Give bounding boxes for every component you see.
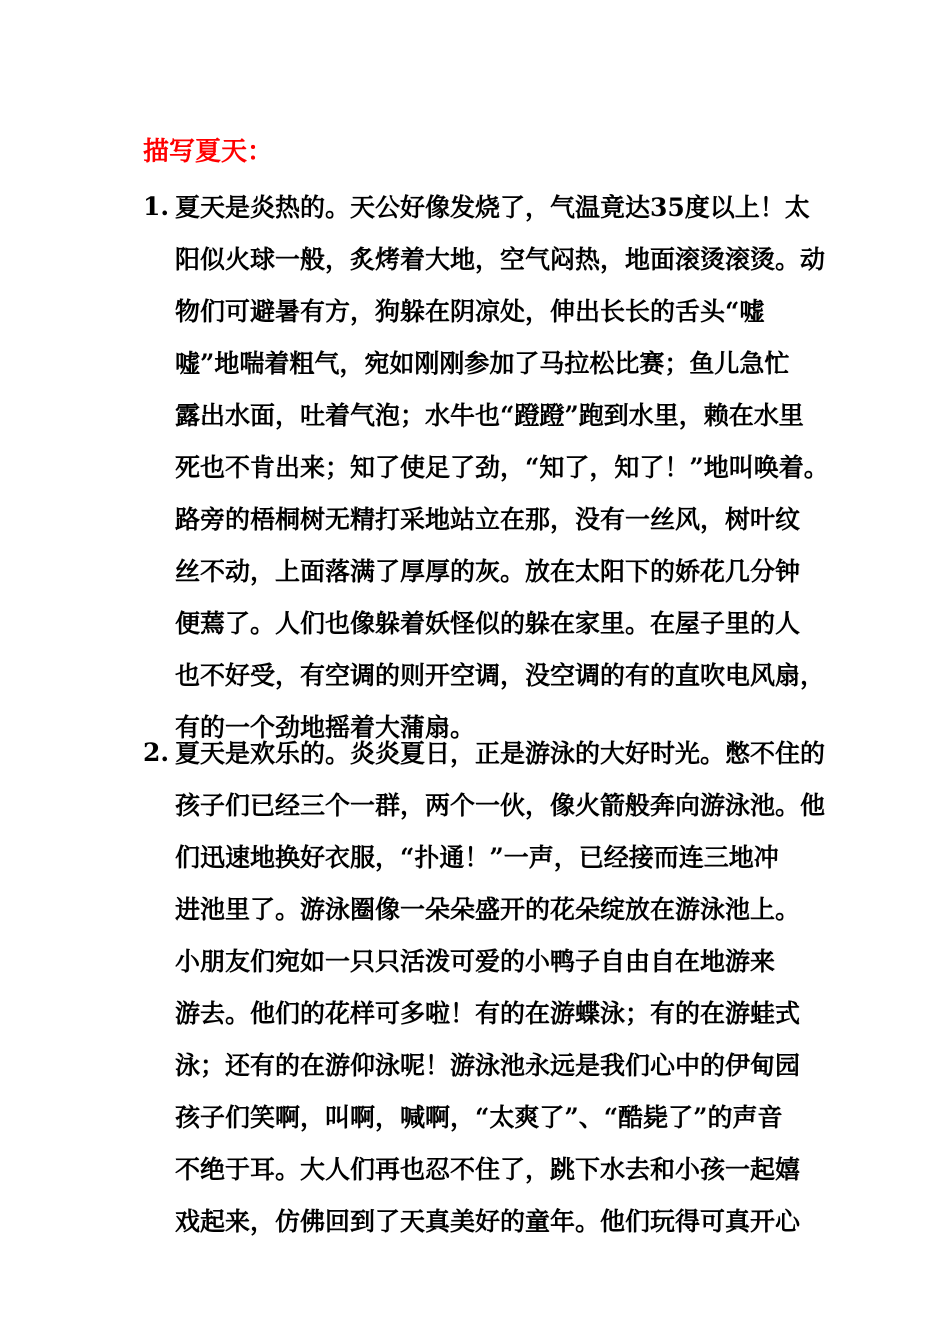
item-text	[175, 182, 835, 754]
text-line: 便蔫了。人们也像躲着妖怪似的躲在家里。在屋子里的人	[175, 609, 801, 638]
text-line: 有的一个劲地摇着大蒲扇。	[175, 713, 476, 742]
text-line: 泳；还有的在游仰泳呢！游泳池永远是我们心中的伊甸园	[175, 1051, 801, 1080]
text-line: 进池里了。游泳圈像一朵朵盛开的花朵绽放在游泳池上。	[175, 895, 801, 924]
text-line: 死也不肯出来；知了使足了劲，“知了，知了！”地叫唤着。	[175, 453, 829, 482]
text-line: 们迅速地换好衣服，“扑通！”一声，已经接而连三地冲	[175, 843, 779, 872]
text-line: 嘘”地喘着粗气，宛如刚刚参加了马拉松比赛；鱼儿急忙	[175, 349, 790, 378]
item-number: 2.	[143, 738, 170, 767]
text-line: 不绝于耳。大人们再也忍不住了，跳下水去和小孩一起嬉	[175, 1155, 801, 1184]
text-line: 孩子们笑啊，叫啊，喊啊，“太爽了”、“酷毙了”的声音	[175, 1103, 783, 1132]
text-line: 戏起来，仿佛回到了天真美好的童年。他们玩得可真开心	[175, 1207, 801, 1236]
text-line: 小朋友们宛如一只只活泼可爱的小鸭子自由自在地游来	[175, 947, 776, 976]
text-line: 游去。他们的花样可多啦！有的在游蝶泳；有的在游蛙式	[175, 999, 801, 1028]
item-text	[175, 728, 835, 1248]
text-line: 夏天是欢乐的。炎炎夏日，正是游泳的大好时光。憋不住的	[175, 739, 826, 768]
text-line: 孩子们已经三个一群，两个一伙，像火箭般奔向游泳池。他	[175, 791, 826, 820]
text-line: 丝不动，上面落满了厚厚的灰。放在太阳下的娇花几分钟	[175, 557, 801, 586]
text-line: 夏天是炎热的。天公好像发烧了，气温竟达35度以上！太	[175, 193, 810, 222]
text-line: 也不好受，有空调的则开空调，没空调的有的直吹电风扇，	[175, 661, 826, 690]
text-line: 物们可避暑有方，狗躲在阴凉处，伸出长长的舌头“嘘	[175, 297, 765, 326]
text-line: 阳似火球一般，炙烤着大地，空气闷热，地面滚烫滚烫。动	[175, 245, 826, 274]
item-number: 1.	[143, 192, 170, 221]
text-line: 路旁的梧桐树无精打采地站立在那，没有一丝风，树叶纹	[175, 505, 801, 534]
document-heading: 描写夏天：	[143, 137, 274, 167]
text-line: 露出水面，吐着气泡；水牛也“蹬蹬”跑到水里，赖在水里	[175, 401, 804, 430]
